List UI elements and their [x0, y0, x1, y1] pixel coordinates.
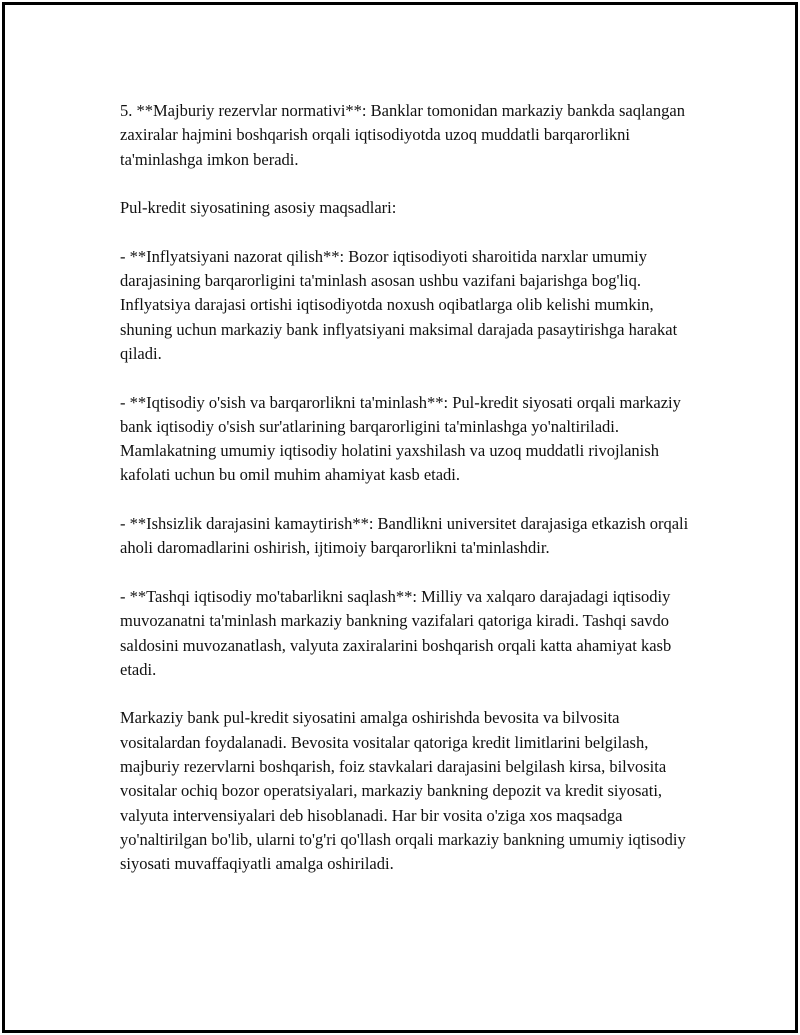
paragraph-goals-heading: Pul-kredit siyosatining asosiy maqsadlari: — [120, 198, 397, 218]
page-frame — [2, 2, 798, 1033]
paragraph-economic-growth: - **Iqtisodiy o'sish va barqarorlikni ta'minlash**: Pul-kredit siyosati orqali markaziy bank iqtisodiy o'sish sur'atlarining barqarorligini ta'minlashga yo'naltiriladi. Mamlakatning umumiy iqtisodiy holatini yaxshilash va uzoq muddatli rivojlanish kafolati uchun bu omil muhim ahamiyat kasb etadi. — [120, 392, 681, 485]
paragraph-external-stability: - **Tashqi iqtisodiy mo'tabarlikni saqlash**: Milliy va xalqaro darajadagi iqtisodiy muvozanatni ta'minlash markaziy bankning vazifalari qatoriga kiradi. Tashqi savdo saldosini muvozanatlash, valyuta zaxiralarini boshqarish orqali katta ahamiyat kasb etadi. — [120, 586, 672, 679]
paragraph-unemployment: - **Ishsizlik darajasini kamaytirish**: Bandlikni universitet darajasiga etkazish orqali aholi daromadlarini oshirish, ijtimoiy barqarorlikni ta'minlashdir. — [120, 514, 689, 558]
paragraph-policy-instruments: Markaziy bank pul-kredit siyosatini amalga oshirishda bevosita va bilvosita vositalardan foydalanadi. Bevosita vositalar qatoriga kredit limitlarini belgilash, majburiy rezervlarni boshqarish, foiz stavkalari darajasini belgilash kirsa, bilvosita vositalar ochiq bozor operatsiyalari, markaziy bankning depozit va kredit siyosati, valyuta intervensiyalari deb hisoblanadi. Har bir vosita o'ziga xos maqsadga yo'naltirilgan bo'lib, ularni to'g'ri qo'llash orqali markaziy bankning umumiy iqtisodiy siyosati muvaffaqiyatli amalga oshiriladi. — [120, 708, 686, 874]
document-body — [120, 99, 700, 901]
paragraph-reserve-requirements: 5. **Majburiy rezervlar normativi**: Banklar tomonidan markaziy bankda saqlangan zaxiralar hajmini boshqarish orqali iqtisodiyotda uzoq muddatli barqarorlikni ta'minlashga imkon beradi. — [120, 101, 685, 169]
paragraph-inflation-control: - **Inflyatsiyani nazorat qilish**: Bozor iqtisodiyoti sharoitida narxlar umumiy darajasining barqarorligini ta'minlash asosan ushbu vazifani bajarishga bog'liq. Inflyatsiya darajasi ortishi iqtisodiyotda noxush oqibatlarga olib kelishi mumkin, shuning uchun markaziy bank inflyatsiyani maksimal darajada pasaytirishga harakat qiladi. — [120, 246, 678, 363]
